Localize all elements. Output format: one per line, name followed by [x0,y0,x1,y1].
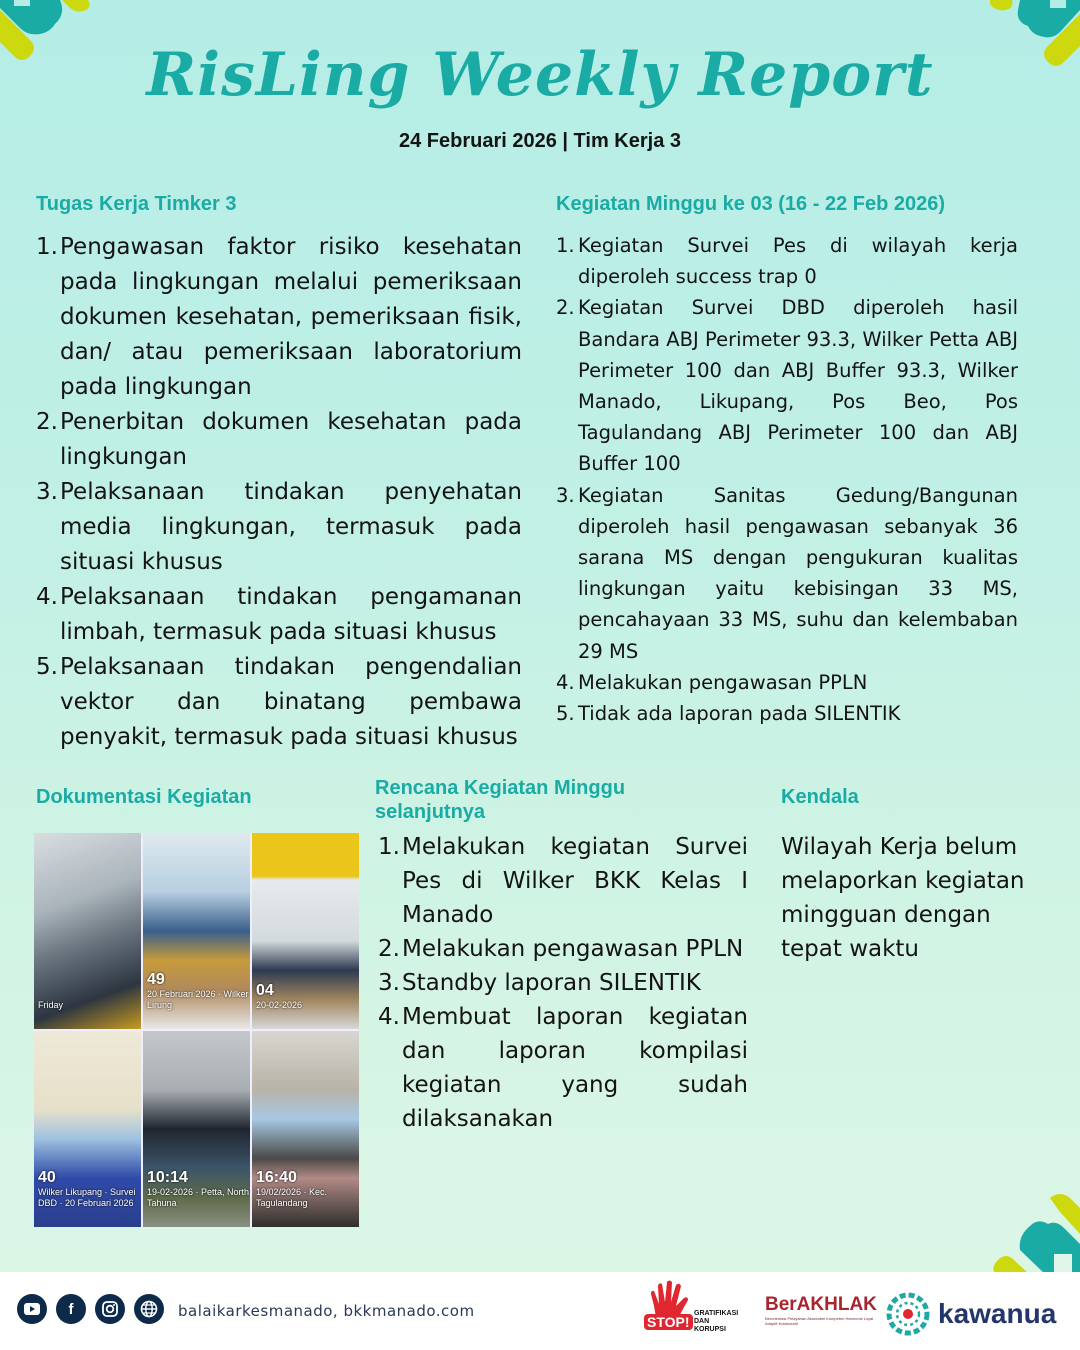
facebook-icon[interactable]: f [56,1294,86,1324]
list-item [378,830,748,932]
item-text: Pelaksanaan tindakan pengamanan limbah, termasuk pada situasi khusus [60,584,522,645]
item-text: Membuat laporan kegiatan dan laporan kompilasi kegiatan yang sudah dilaksanakan [402,1004,748,1132]
list-item [36,650,522,755]
stop-gratifikasi-logo [642,1280,752,1340]
list-item [36,580,522,650]
item-text: Pelaksanaan tindakan pengendalian vektor dan binatang pembawa penyakit, termasuk pada situasi khusus [60,654,522,750]
footer-bar [0,1272,1080,1350]
youtube-icon[interactable] [17,1294,47,1324]
item-number: 5. [556,702,575,726]
item-number: 3. [556,483,575,507]
kendala-section-title: Kendala [781,786,859,808]
item-text: Pengawasan faktor risiko kesehatan pada lingkungan melalui pemeriksaan dokumen kesehatan, pemeriksaan fisik, dan/ atau pemeriksaan laboratorium pada lingkungan [60,234,522,400]
report-title: RisLing Weekly Report [146,40,934,110]
social-icons [17,1294,164,1324]
item-number: 2. [556,296,575,320]
documentation-photo[interactable] [34,833,141,1029]
item-text: Melakukan pengawasan PPLN [578,670,868,694]
list-item [556,698,1018,729]
berakhlak-logo [765,1294,880,1339]
photo-stamp: 16:40 19/02/2026 · Kec. Tagulandang [256,1169,328,1208]
kawanua-logo [886,1292,1056,1336]
documentation-photo[interactable] [252,833,359,1029]
kegiatan-list [556,230,1018,729]
item-text: Penerbitan dokumen kesehatan pada lingkungan [60,409,522,470]
item-number: 2. [36,409,58,435]
item-number: 1. [556,234,575,257]
stop-subtext: GRATIFIKASI DAN KORUPSI [694,1310,739,1333]
corner-decoration-bottom-right [990,1190,1080,1275]
item-text: Pelaksanaan tindakan penyehatan media lingkungan, termasuk pada situasi khusus [60,479,522,575]
list-item [36,230,522,405]
item-number: 1. [36,234,58,260]
item-number: 1. [378,834,400,860]
documentation-photo-grid [34,833,359,1227]
list-item [378,932,748,966]
documentation-photo[interactable] [143,1031,250,1227]
rencana-list [378,830,748,1136]
item-text: Melakukan kegiatan Survei Pes di Wilker BKK Kelas I Manado [402,834,748,928]
berakhlak-tagline: Berorientasi Pelayanan Akuntabel Kompeten Harmonis Loyal Adaptif Kolaboratif [765,1316,874,1326]
list-item [556,230,1018,292]
documentation-photo[interactable] [34,1031,141,1227]
item-text: Kegiatan Survei DBD diperoleh hasil Bandara ABJ Perimeter 93.3, Wilker Petta ABJ Perimeter 100 dan ABJ Buffer 93.3, Wilker Manado, Likupang, Pos Beo, Pos Tagulandang ABJ Perimeter 100 dan ABJ Buffer 100 [578,296,1018,476]
photo-stamp: Friday [38,1000,64,1010]
instagram-icon[interactable] [95,1294,125,1324]
item-number: 4. [556,670,575,694]
item-text: Melakukan pengawasan PPLN [402,936,744,962]
list-item [556,667,1018,698]
list-item [36,475,522,580]
item-text: Kegiatan Survei Pes di wilayah kerja diperoleh success trap 0 [578,234,1018,289]
item-number: 4. [36,584,58,610]
photo-stamp: 04 20-02-2026 [256,982,303,1010]
tugas-section-title: Tugas Kerja Timker 3 [36,193,237,215]
globe-icon[interactable] [134,1294,164,1324]
kegiatan-section-title: Kegiatan Minggu ke 03 (16 - 22 Feb 2026) [556,193,946,215]
footer-website-link[interactable]: balaikarkesmanado, bkkmanado.com [178,1302,475,1320]
item-number: 3. [378,970,400,996]
item-number: 2. [378,936,400,962]
documentation-photo[interactable] [252,1031,359,1227]
item-text: Tidak ada laporan pada SILENTIK [578,702,901,726]
list-item [556,292,1018,479]
list-item [556,480,1018,667]
rencana-section-title: Rencana Kegiatan Minggu selanjutnya [375,777,626,823]
item-number: 4. [378,1004,400,1030]
kawanua-name: kawanua [938,1298,1057,1329]
list-item [36,405,522,475]
list-item [378,966,748,1000]
stop-text: STOP! [644,1314,693,1330]
photo-stamp: 49 20 Februari 2026 · Wilker Lirung [147,971,249,1010]
tugas-list [36,230,522,755]
berakhlak-name: BerAKHLAK [765,1294,877,1315]
photo-stamp: 40 Wilker Likupang · Survei DBD · 20 Februari 2026 [38,1169,136,1208]
dokumentasi-section-title: Dokumentasi Kegiatan [36,786,252,808]
list-item [378,1000,748,1136]
item-text: Kegiatan Sanitas Gedung/Bangunan diperoleh hasil pengawasan sebanyak 36 sarana MS dengan pengukuran kualitas lingkungan yaitu kebisingan 33 MS, pencahayaan 33 MS, suhu dan kelembaban 29 MS [578,483,1018,663]
item-number: 5. [36,654,58,680]
photo-stamp: 10:14 19-02-2026 · Petta, North Tahuna [147,1169,250,1208]
item-text: Standby laporan SILENTIK [402,970,701,996]
kawanua-emblem-icon [886,1292,930,1336]
documentation-photo[interactable] [143,833,250,1029]
item-number: 3. [36,479,58,505]
report-date-team: 24 Februari 2026 | Tim Kerja 3 [398,130,682,152]
kendala-text: Wilayah Kerja belum melaporkan kegiatan mingguan dengan tepat waktu [781,834,1025,962]
